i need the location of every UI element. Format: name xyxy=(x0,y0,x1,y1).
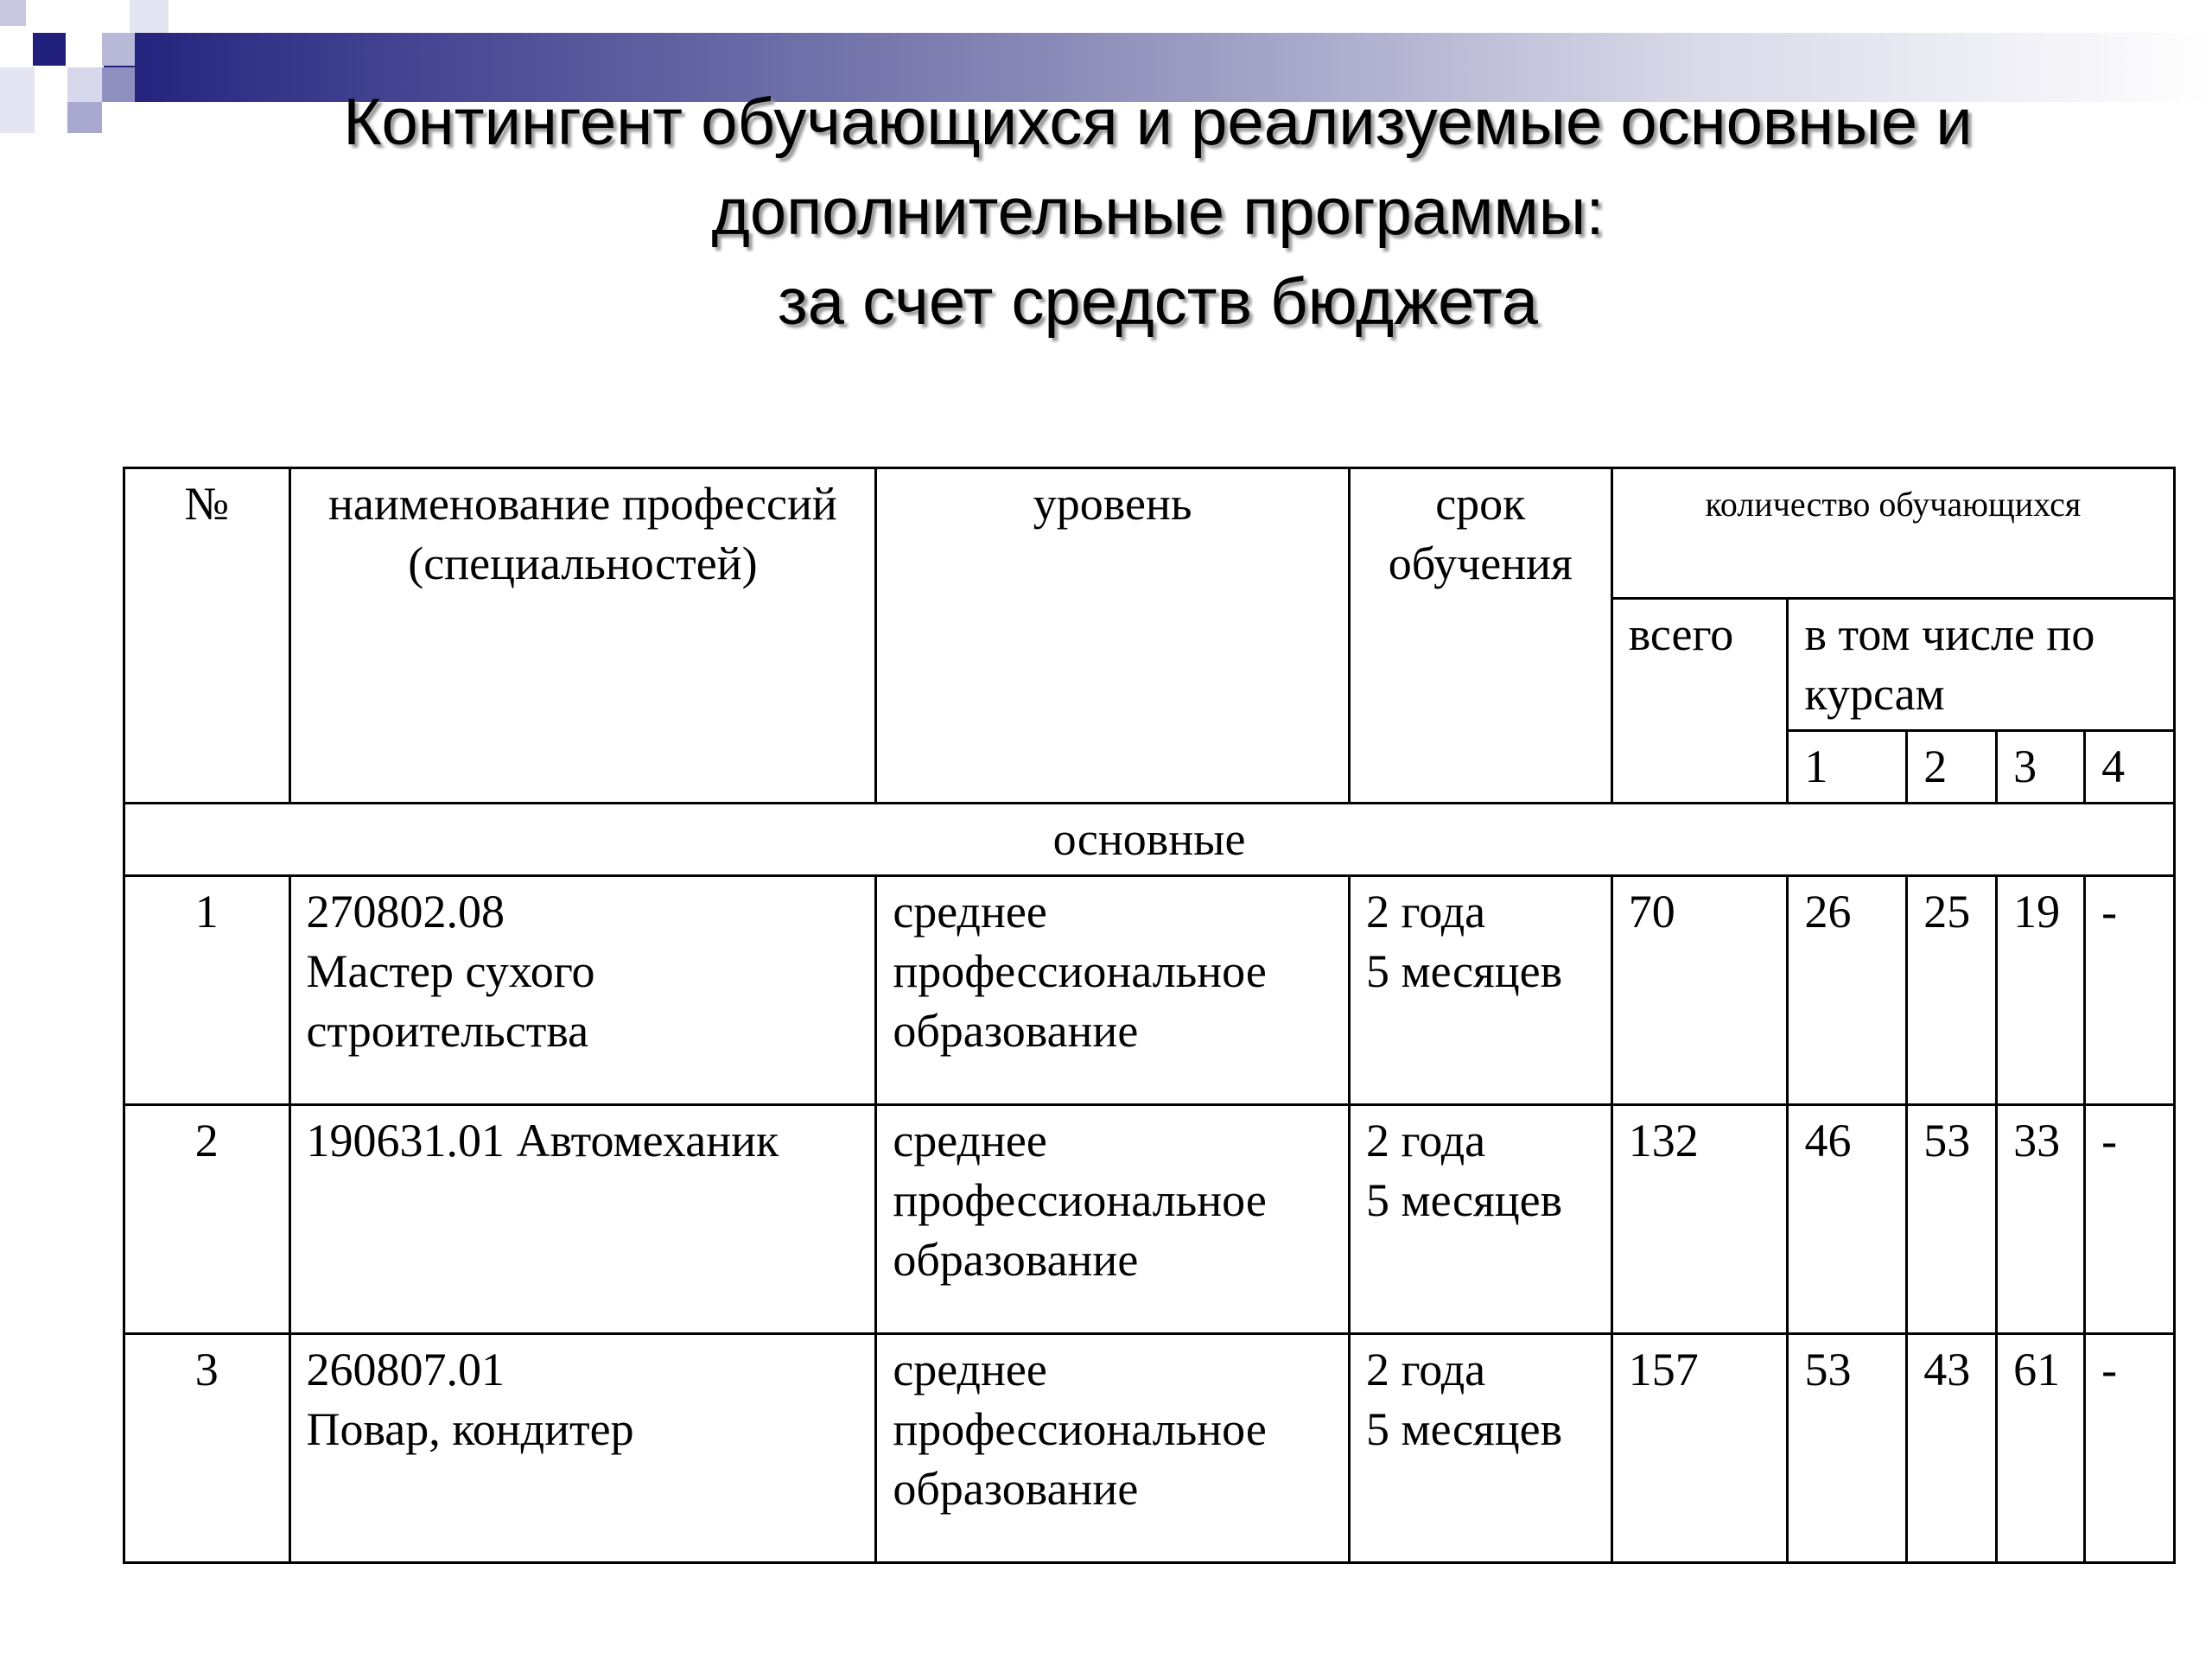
header-num: № xyxy=(124,468,290,804)
header-row xyxy=(124,468,2175,599)
header-total: всего xyxy=(1611,599,1788,804)
header-course-3: 3 xyxy=(1997,731,2085,804)
header-count: количество обучающихся xyxy=(1611,468,2174,599)
cell-num: 3 xyxy=(124,1334,290,1563)
term-months: 5 месяцев xyxy=(1365,945,1563,997)
header-level: уровень xyxy=(876,468,1350,804)
term-months: 5 месяцев xyxy=(1365,1403,1563,1455)
cell-term xyxy=(1349,1334,1611,1563)
title-line-3: за счет средств бюджета xyxy=(777,265,1539,339)
slide-title xyxy=(173,78,2143,347)
cell-course-1: 46 xyxy=(1788,1105,1907,1334)
header-name: наименование профессий (специальностей) xyxy=(289,468,876,804)
table-row xyxy=(124,1105,2175,1334)
name-title: Мастер сухого строительства xyxy=(306,945,595,1057)
cell-course-4: - xyxy=(2085,1105,2175,1334)
cell-total: 132 xyxy=(1611,1105,1788,1334)
name-code: 190631.01 xyxy=(306,1115,505,1166)
cell-course-3: 61 xyxy=(1997,1334,2085,1563)
cell-course-1: 26 xyxy=(1788,876,1907,1105)
name-title: Повар, кондитер xyxy=(306,1403,634,1455)
cell-level: среднее профессиональное образование xyxy=(876,1105,1350,1334)
section-label: основные xyxy=(124,804,2175,876)
decorative-square xyxy=(67,67,102,102)
cell-level: среднее профессиональное образование xyxy=(876,876,1350,1105)
table-row xyxy=(124,1334,2175,1563)
header-course-2: 2 xyxy=(1907,731,1997,804)
cell-term xyxy=(1349,1105,1611,1334)
cell-course-2: 53 xyxy=(1907,1105,1997,1334)
term-years: 2 года xyxy=(1365,1344,1486,1395)
cell-level: среднее профессиональное образование xyxy=(876,1334,1350,1563)
cell-course-2: 25 xyxy=(1907,876,1997,1105)
cell-name xyxy=(289,876,876,1105)
header-course-1: 1 xyxy=(1788,731,1907,804)
students-table xyxy=(123,467,2176,1564)
decorative-square xyxy=(102,33,135,66)
decorative-square xyxy=(33,33,66,66)
decorative-square xyxy=(0,0,26,26)
cell-course-4: - xyxy=(2085,1334,2175,1563)
name-code: 270802.08 xyxy=(306,886,505,938)
header-course-4: 4 xyxy=(2085,731,2175,804)
cell-total: 157 xyxy=(1611,1334,1788,1563)
cell-num: 1 xyxy=(124,876,290,1105)
term-years: 2 года xyxy=(1365,886,1486,938)
decorative-square xyxy=(67,102,102,133)
table-row xyxy=(124,876,2175,1105)
term-years: 2 года xyxy=(1365,1115,1486,1166)
header-by-course: в том числе по курсам xyxy=(1788,599,2175,731)
name-code: 260807.01 xyxy=(306,1344,505,1395)
header-term: срок обучения xyxy=(1349,468,1611,804)
decorative-square xyxy=(102,67,135,102)
cell-name xyxy=(289,1105,876,1334)
cell-total: 70 xyxy=(1611,876,1788,1105)
cell-course-3: 19 xyxy=(1997,876,2085,1105)
cell-course-3: 33 xyxy=(1997,1105,2085,1334)
decorative-square xyxy=(0,67,35,133)
term-months: 5 месяцев xyxy=(1365,1174,1563,1226)
name-title: Автомеханик xyxy=(516,1115,779,1166)
cell-num: 2 xyxy=(124,1105,290,1334)
cell-term xyxy=(1349,876,1611,1105)
title-line-2: дополнительные программы: xyxy=(711,175,1605,249)
cell-name xyxy=(289,1334,876,1563)
section-row xyxy=(124,804,2175,876)
cell-course-1: 53 xyxy=(1788,1334,1907,1563)
cell-course-2: 43 xyxy=(1907,1334,1997,1563)
cell-course-4: - xyxy=(2085,876,2175,1105)
title-line-1: Контингент обучающихся и реализуемые основные и xyxy=(343,86,1973,159)
decorative-square xyxy=(130,0,168,33)
